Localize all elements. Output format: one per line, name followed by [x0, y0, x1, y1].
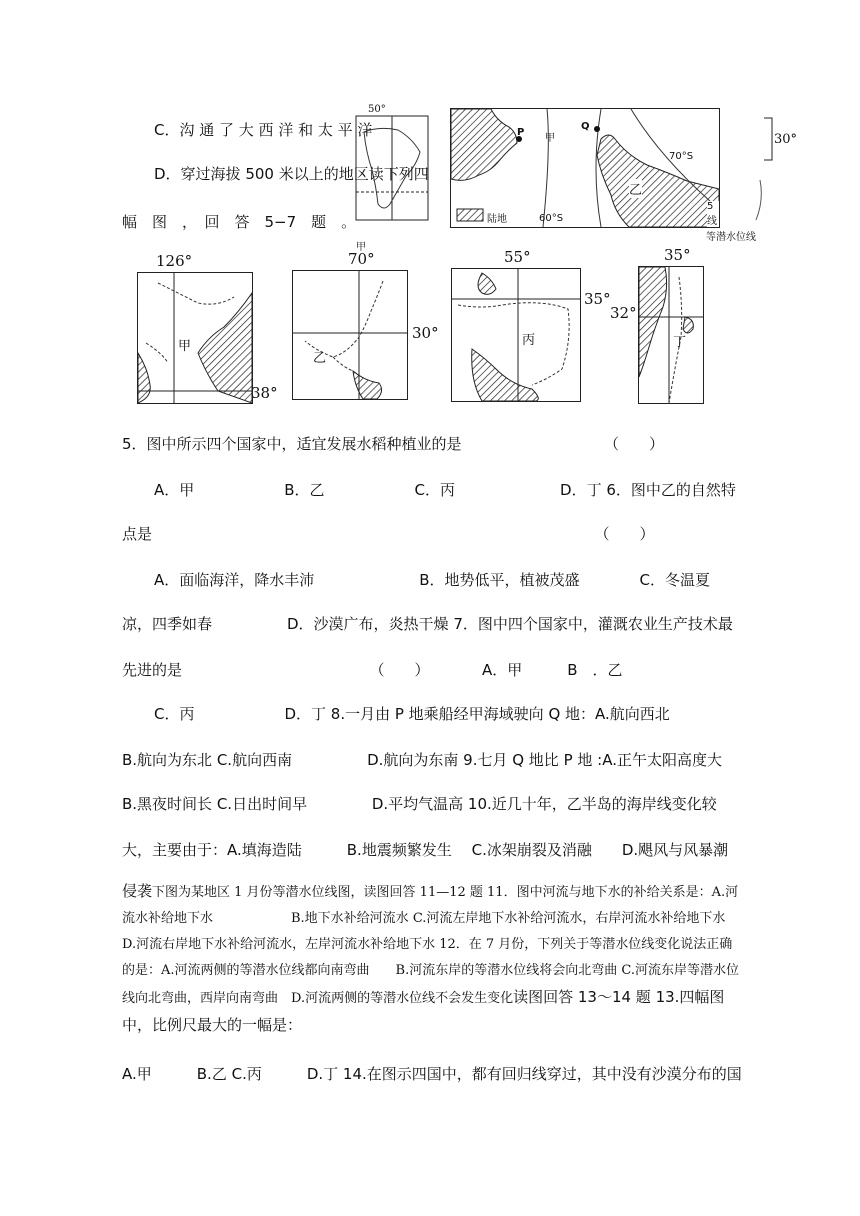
q13-stem: 读图回答 13～14 题 13.四幅图中，比例尺最大的一幅是：	[122, 988, 725, 1034]
map-jia-lat: 38°	[251, 384, 278, 402]
jia-sea-label: 甲	[545, 133, 555, 144]
right-lat-label: 30°	[774, 132, 798, 147]
q9-q10-line: B.黑夜时间长 C.日出时间早 D.平均气温高 10.近几十年，乙半岛的海岸线变化较	[122, 795, 717, 813]
q8-q9-line: B.航向为东北 C.航向西南 D.航向为东南 9.七月 Q 地比 P 地 :A.正午太阳高度大	[122, 751, 722, 769]
water-table-questions: 下图为某地区 1 月份等潜水位线图，读图回答 11—12 题 11．图中河流与地下水的补给关系是：A.河流水补给地下水 B.地下水补给河流水 C.河流左岸地下水补给河流水，右岸河流水补给地下水 D.河流右岸地下水补给河流水，左岸河流水补给地下水 12．在 7 月份，下列关于等潜水位线变化说法正确的是：A.河流两侧的等潜水位线都向南弯曲 B.河流东岸的等潜水位线将会向北弯曲 C.河流东岸等潜水位线向北弯曲，西岸向南弯曲 D.河流两侧的等潜水位线不会发生变化	[122, 885, 739, 1006]
q6-stem-line: 点是 （ ）	[122, 525, 655, 543]
yi-peninsula-label: 乙	[629, 179, 642, 198]
q6-options-line: A．面临海洋，降水丰沛 B．地势低平，植被茂盛 C．冬温夏	[154, 571, 711, 589]
qinxi-word: 侵袭	[122, 882, 153, 900]
q5-line: 5．图中所示四个国家中，适宜发展水稻种植业的是 （ ）	[122, 435, 665, 453]
map-yi-lon: 70°	[348, 250, 375, 268]
q7-line: 凉，四季如春 D．沙漠广布，炎热干燥 7．图中四个国家中，灌溉农业生产技术最	[122, 615, 733, 633]
partial-line-label: 5线	[707, 201, 717, 227]
map-jia-lon: 126°	[156, 252, 193, 270]
map-yi-lat: 30°	[412, 324, 439, 342]
lat-60-label: 60°S	[539, 213, 564, 224]
q13-q14-line: A.甲 B.乙 C.丙 D.丁 14.在图示四国中，都有回归线穿过，其中没有沙漠分布的国	[122, 1065, 742, 1083]
q10-options-line: 大，主要由于：A.填海造陆 B.地震频繁发生 C.冰架崩裂及消融 D.飓风与风暴潮	[122, 841, 729, 859]
map-yi-name: 乙	[313, 351, 327, 366]
legend-land-label: 陆地	[487, 214, 507, 225]
map-ding-lat: 32°	[610, 304, 637, 322]
q7-options-q8-line: C．丙 D．丁 8.一月由 P 地乘船经甲海域驶向 Q 地：A.航向西北	[154, 705, 670, 723]
map-bing-lat: 35°	[584, 290, 611, 308]
q5-options-line: A．甲 B．乙 C．丙 D．丁 6．图中乙的自然特	[154, 481, 736, 499]
lat-70-label: 70°S	[669, 151, 694, 162]
map-bing-lon: 55°	[504, 248, 531, 266]
option-d-line: D．穿过海拔 500 米以上的地区读下列四	[154, 165, 429, 183]
map-ding-graphic	[639, 267, 703, 403]
p-label: P	[517, 127, 525, 138]
map-jia-name: 甲	[178, 339, 192, 354]
sa-lat-label: 50°	[368, 104, 386, 115]
map-bing-graphic	[452, 269, 580, 401]
map-yi-graphic	[293, 271, 407, 399]
q7-stem-line: 先进的是 （ ） A．甲 B ．乙	[122, 661, 623, 679]
map-jia-graphic	[138, 273, 252, 403]
option-c-line: C．沟 通 了 大 西 洋 和 太 平 洋	[154, 121, 373, 139]
read-instruction-line: 幅 图 ， 回 答 5−7 题 。	[122, 213, 357, 231]
q11-q12-paragraph	[122, 878, 740, 1040]
map-ding-name: 丁	[673, 335, 687, 350]
sa-map-graphic	[320, 100, 430, 225]
map-ding-lon: 35°	[664, 246, 691, 264]
q-label: Q	[581, 121, 590, 132]
south-america-inset	[320, 100, 430, 253]
water-table-label: 等潜水位线	[706, 232, 756, 243]
map-bing-name: 丙	[522, 333, 536, 348]
sa-jia-label: 甲	[356, 242, 366, 253]
